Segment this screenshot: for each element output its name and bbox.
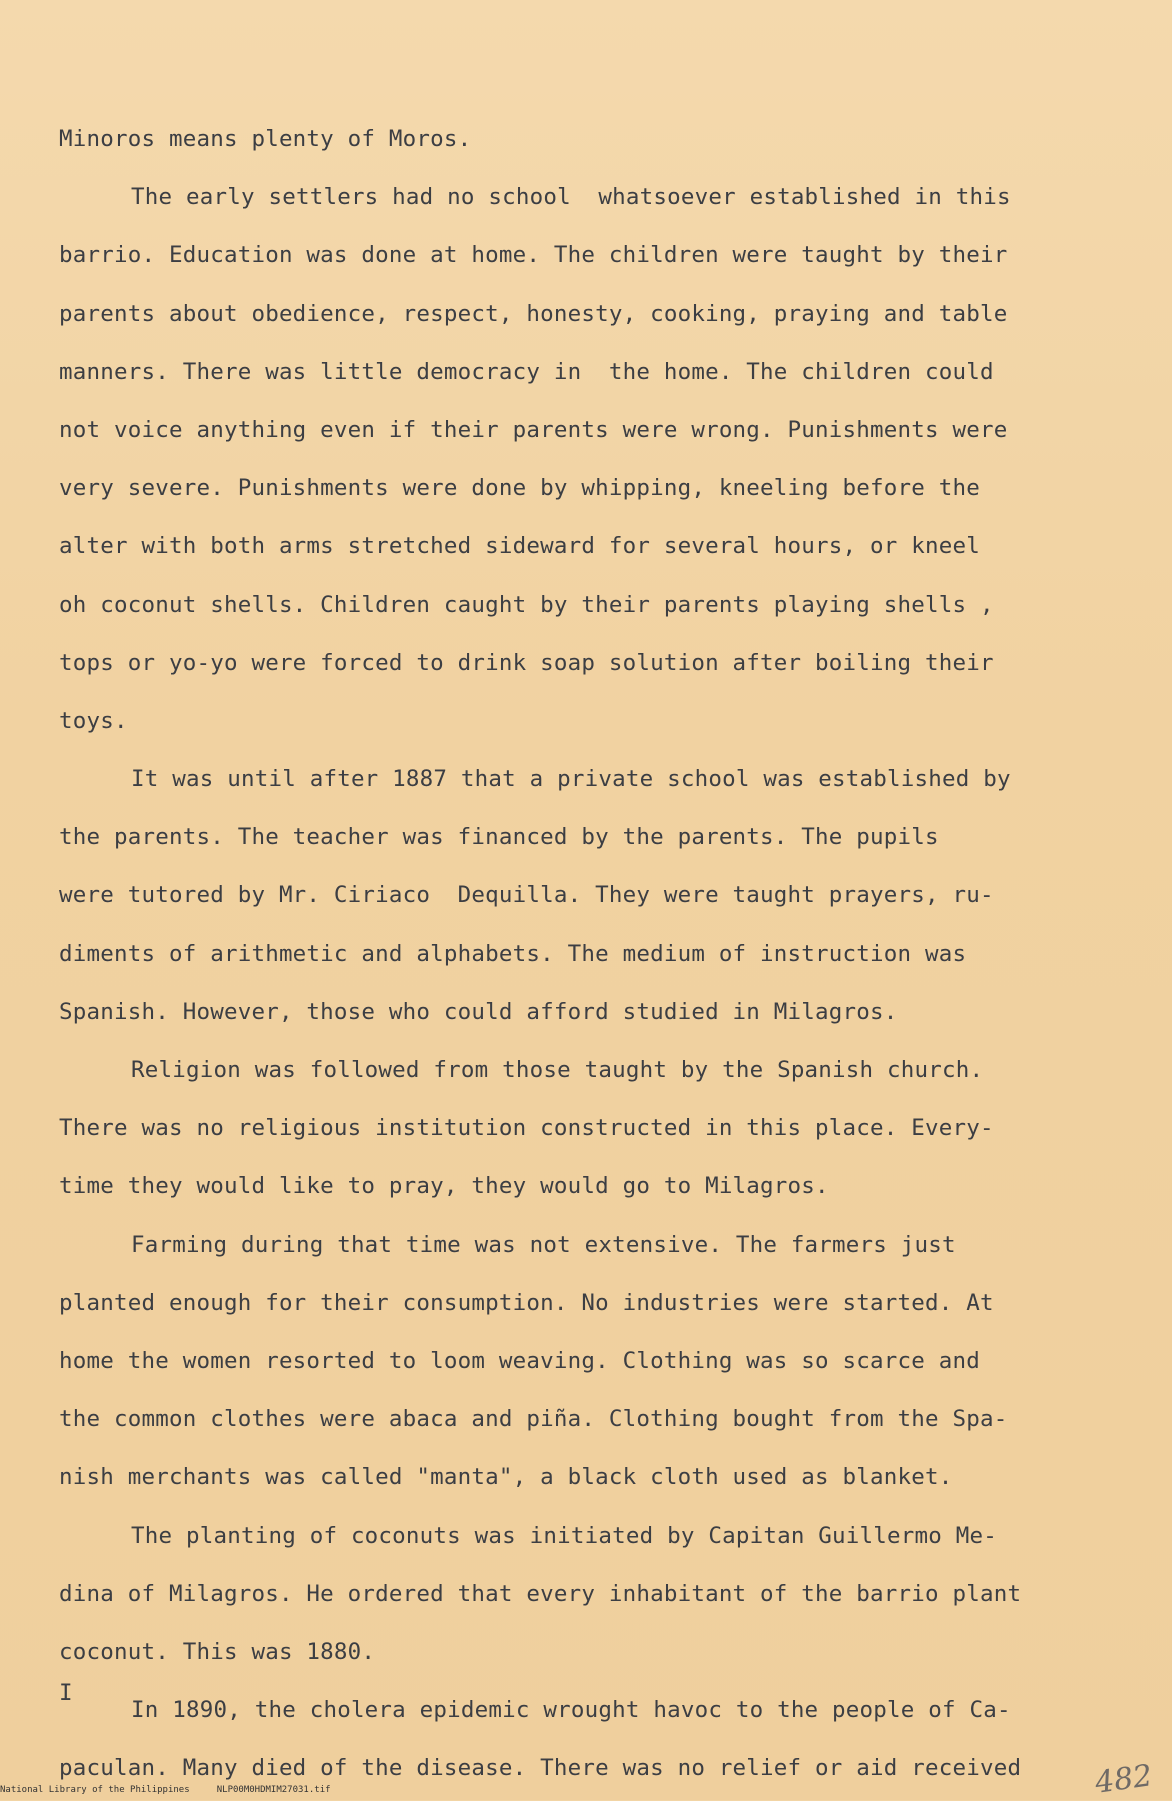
text-line: paculan. Many died of the disease. There was no relief or aid received — [59, 1755, 1022, 1782]
body-text — [59, 110, 1089, 1797]
text-line: There was no religious institution constructed in this place. Every- — [59, 1115, 994, 1142]
text-line: The planting of coconuts was initiated by Capitan Guillermo Me- — [131, 1522, 998, 1549]
text-line: It was until after 1887 that a private school was established by — [131, 766, 1011, 793]
text-line: coconut. This was 1880. — [59, 1638, 376, 1665]
text-line: alter with both arms stretched sideward for several hours, or kneel — [59, 533, 980, 560]
text-line: tops or yo-yo were forced to drink soap solution after boiling their — [59, 649, 994, 676]
text-line: the common clothes were abaca and piña. Clothing bought from the Spa- — [59, 1406, 1008, 1433]
text-line: planted enough for their consumption. No industries were started. At — [59, 1289, 994, 1316]
text-line: manners. There was little democracy in the home. The children could — [59, 358, 994, 385]
text-line: Farming during that time was not extensive. The farmers just — [131, 1231, 956, 1258]
text-line: Minoros means plenty of Moros. — [59, 126, 472, 152]
text-line: very severe. Punishments were done by whipping, kneeling before the — [59, 475, 980, 502]
margin-mark: I — [59, 1680, 73, 1706]
text-line: dina of Milagros. He ordered that every inhabitant of the barrio plant — [59, 1580, 1022, 1607]
text-line: toys. — [59, 707, 128, 734]
text-line: home the women resorted to loom weaving. Clothing was so scarce and — [59, 1347, 980, 1374]
text-line: oh coconut shells. Children caught by their parents playing shells , — [59, 591, 994, 618]
text-line: diments of arithmetic and alphabets. The medium of instruction was — [59, 940, 967, 967]
text-line: were tutored by Mr. Ciriaco Dequilla. They were taught prayers, ru- — [59, 882, 994, 909]
page-number: 482 — [1092, 1758, 1155, 1801]
text-line: The early settlers had no school whatsoever established in this — [131, 184, 1011, 211]
text-line: time they would like to pray, they would go to Milagros. — [59, 1173, 829, 1200]
text-line: barrio. Education was done at home. The children were taught by their — [59, 242, 1008, 269]
text-line: Spanish. However, those who could afford studied in Milagros. — [59, 998, 898, 1025]
text-line: not voice anything even if their parents were wrong. Punishments were — [59, 416, 1008, 443]
text-line: In 1890, the cholera epidemic wrought havoc to the people of Ca- — [131, 1697, 1011, 1724]
text-line: the parents. The teacher was financed by the parents. The pupils — [59, 824, 939, 851]
text-line: parents about obedience, respect, honesty, cooking, praying and table — [59, 300, 1008, 327]
scan-footer: National Library of the Philippines NLP00M0HDMIM27031.tif — [0, 1785, 331, 1795]
text-line: nish merchants was called "manta", a black cloth used as blanket. — [59, 1464, 953, 1491]
text-line: Religion was followed from those taught by the Spanish church. — [131, 1057, 984, 1083]
